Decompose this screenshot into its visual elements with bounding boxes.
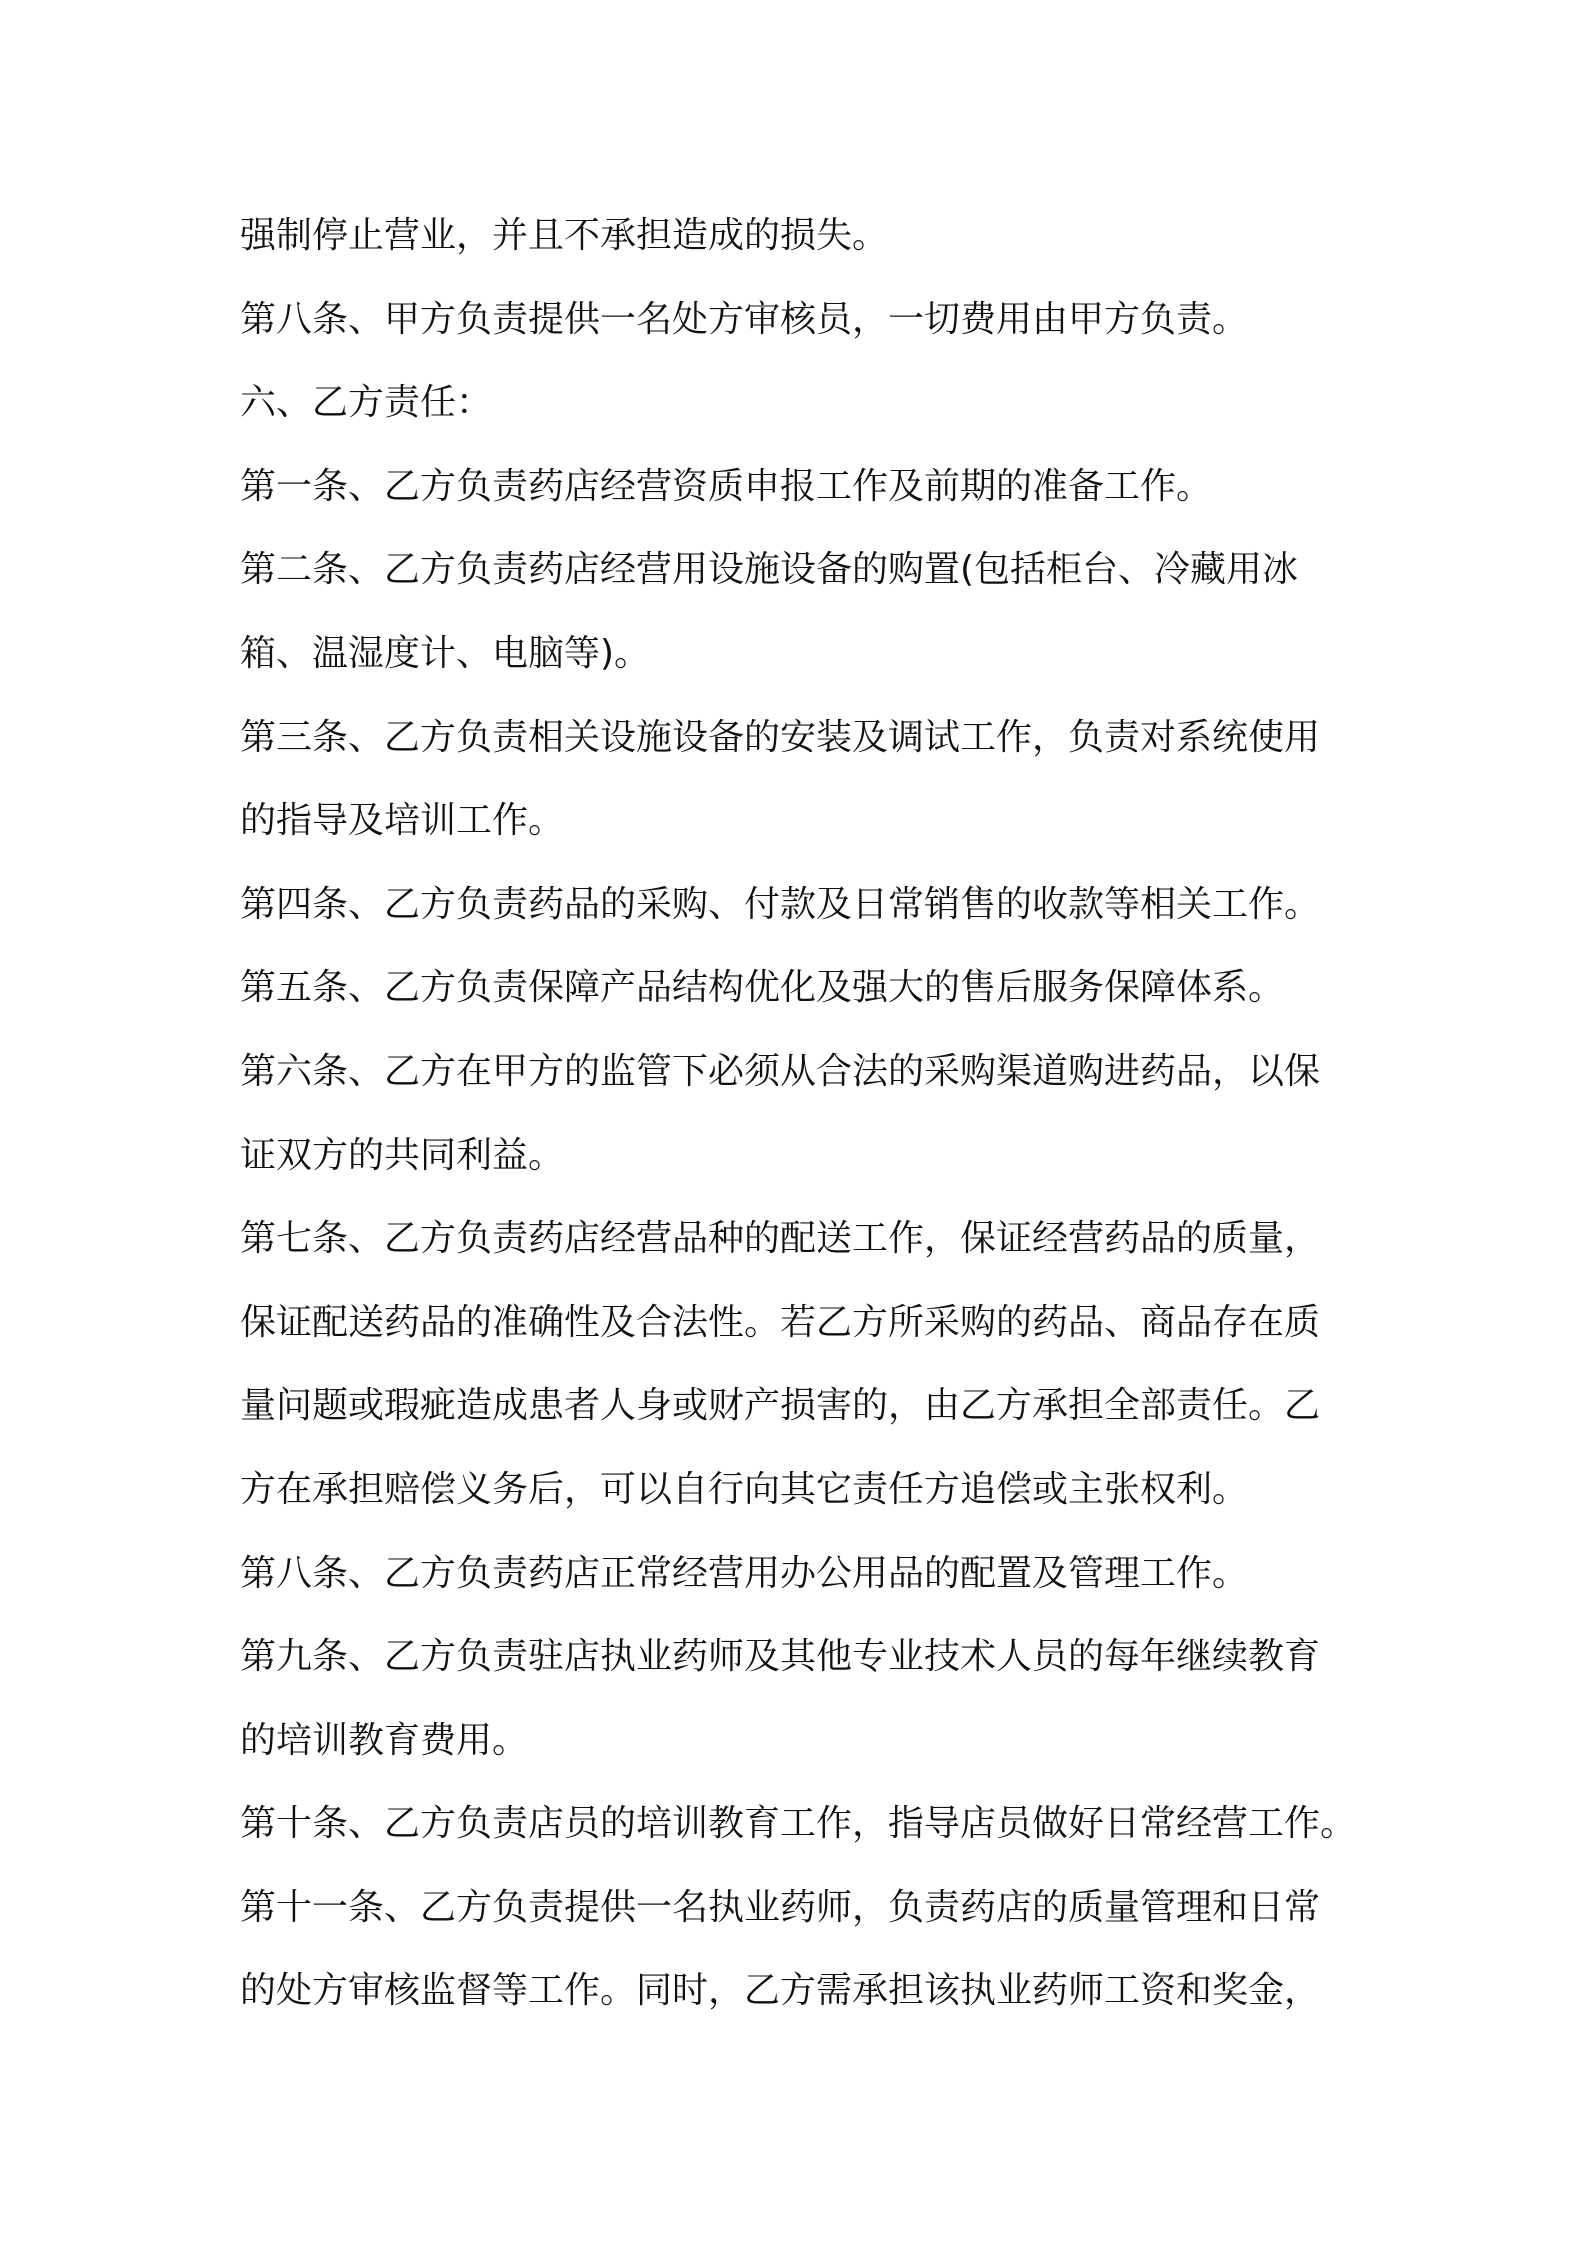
text-line: 的指导及培训工作。 [240, 800, 565, 842]
text-line: 第十一条、乙方负责提供一名执业药师，负责药店的质量管理和日常 [240, 1886, 1321, 1928]
text-line: 第五条、乙方负责保障产品结构优化及强大的售后服务保障体系。 [240, 967, 1285, 1009]
text-line: 第一条、乙方负责药店经营资质申报工作及前期的准备工作。 [240, 465, 1213, 507]
text-line: 第十条、乙方负责店员的培训教育工作，指导店员做好日常经营工作。 [240, 1803, 1357, 1845]
text-line: 量问题或瑕疵造成患者人身或财产损害的，由乙方承担全部责任。乙 [240, 1385, 1321, 1427]
text-line: 第八条、甲方负责提供一名处方审核员，一切费用由甲方负责。 [240, 298, 1249, 340]
text-line: 的培训教育费用。 [240, 1719, 529, 1761]
text-line: 箱、温湿度计、电脑等)。 [240, 632, 651, 674]
text-line: 的处方审核监督等工作。同时，乙方需承担该执业药师工资和奖金， [240, 1970, 1321, 2012]
text-line: 方在承担赔偿义务后，可以自行向其它责任方追偿或主张权利。 [240, 1468, 1249, 1510]
text-line: 第二条、乙方负责药店经营用设施设备的购置(包括柜台、冷藏用冰 [240, 549, 1299, 591]
text-line: 证双方的共同利益。 [240, 1134, 565, 1176]
text-line: 第四条、乙方负责药品的采购、付款及日常销售的收款等相关工作。 [240, 883, 1321, 925]
text-line: 强制停止营业，并且不承担造成的损失。 [240, 215, 889, 256]
text-line: 第七条、乙方负责药店经营品种的配送工作，保证经营药品的质量， [240, 1218, 1321, 1260]
text-line: 保证配送药品的准确性及合法性。若乙方所采购的药品、商品存在质 [240, 1301, 1321, 1343]
section-heading: 六、乙方责任： [240, 382, 493, 424]
document-body [240, 194, 1360, 2033]
text-line: 第九条、乙方负责驻店执业药师及其他专业技术人员的每年继续教育 [240, 1636, 1321, 1678]
text-line: 第三条、乙方负责相关设施设备的安装及调试工作，负责对系统使用 [240, 716, 1321, 758]
text-line: 第六条、乙方在甲方的监管下必须从合法的采购渠道购进药品，以保 [240, 1050, 1321, 1092]
text-line: 第八条、乙方负责药店正常经营用办公用品的配置及管理工作。 [240, 1552, 1249, 1594]
